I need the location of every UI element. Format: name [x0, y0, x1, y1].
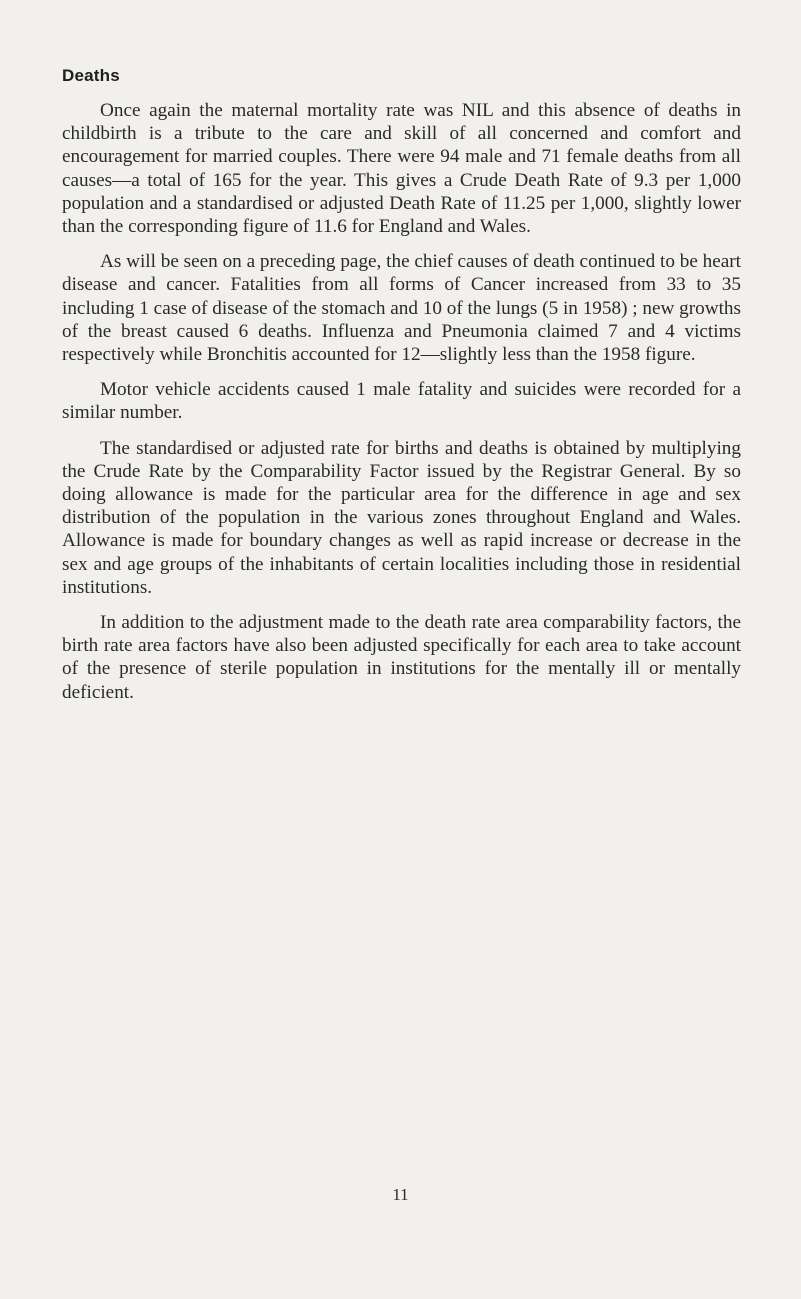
section-heading: Deaths: [62, 66, 120, 85]
paragraph-causes-of-death: As will be seen on a preceding page, the chief causes of death continued to be heart disease and cancer. Fatalities from all forms of Cancer increased from 33 to 35 including 1 case of disease of the stomach and 10 of the lungs (5 in 1958) ; new growths of the breast caused 6 deaths. Influenza and Pneumonia claimed 7 and 4 victims respectively while Bronchitis accounted for 12—slightly less than the 1958 figure.: [62, 251, 741, 366]
paragraph-standardised-rate: The standardised or adjusted rate for births and deaths is obtained by multiplying the Crude Rate by the Comparability Factor issued by the Registrar General. By so doing allowance is made for the particular area for the difference in age and sex distribution of the population in the various zones throughout England and Wales. Allowance is made for boundary changes as well as rapid increase or decrease in the sex and age groups of the inhabitants of certain localities including those in residential institutions.: [62, 437, 741, 598]
paragraph-maternal-mortality: Once again the maternal mortality rate was NIL and this absence of deaths in childbirth is a tribute to the care and skill of all concerned and comfort and encouragement for married couples. There were 94 male and 71 female deaths from all causes—a total of 165 for the year. This gives a Crude Death Rate of 9.3 per 1,000 population and a standardised or adjusted Death Rate of 11.25 per 1,000, slightly lower than the corresponding figure of 11.6 for England and Wales.: [62, 100, 741, 238]
paragraph-area-factors: In addition to the adjustment made to the death rate area comparability factors, the birth rate area factors have also been adjusted specifically for each area to take account of the presence of sterile population in institutions for the mentally ill or mentally deficient.: [62, 612, 741, 703]
paragraph-accidents-suicides: Motor vehicle accidents caused 1 male fatality and suicides were recorded for a similar number.: [62, 379, 741, 424]
page-number: 11: [392, 1185, 409, 1204]
body-text: [62, 99, 741, 716]
